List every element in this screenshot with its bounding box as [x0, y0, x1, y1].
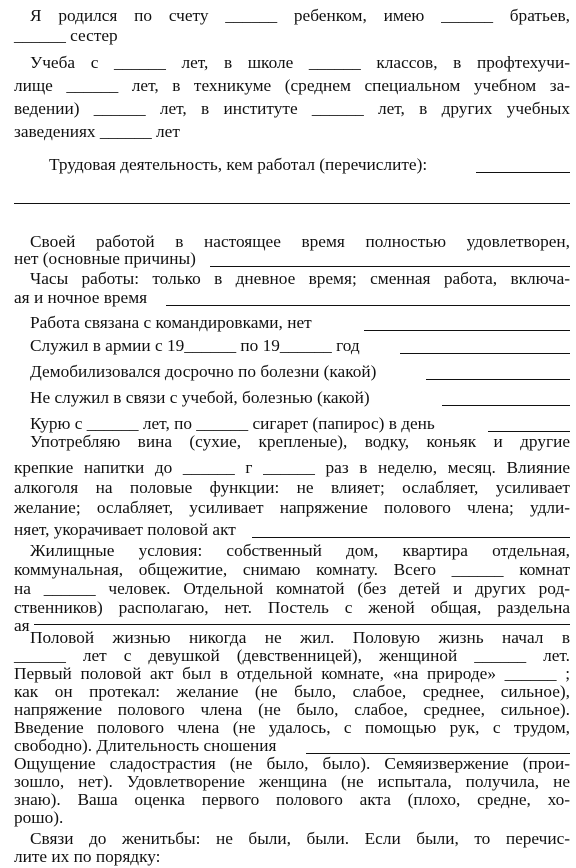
text-line: Учеба с ______ лет, в школе ______ классов, в профтехучи- — [30, 53, 570, 72]
text-line: ______ сестер — [14, 26, 118, 45]
text-line: Работа связана с командировками, нет — [30, 313, 312, 332]
text-line: заведениях ______ лет — [14, 122, 180, 141]
text-line: напряжение полового члена (не было, слабое, среднее, сильное). — [14, 700, 570, 719]
text-line: Первый половой акт был в отдельной комнате, «на природе» ______ ; — [14, 664, 570, 683]
text-line: Курю с ______ лет, по ______ сигарет (папирос) в день — [30, 414, 435, 433]
answer-line[interactable] — [400, 353, 570, 354]
text-line: ственников) располагаю, нет. Постель с женой общая, раздельна — [14, 598, 570, 617]
text-line: свободно). Длительность сношения — [14, 736, 277, 755]
text-line: ведении) ______ лет, в институте ______ лет, в других учебных — [14, 99, 570, 118]
text-line: няет, укорачивает половой акт — [14, 520, 236, 539]
text-line: Часы работы: только в дневное время; сменная работа, включа- — [30, 269, 570, 288]
answer-line[interactable] — [426, 379, 570, 380]
answer-line[interactable] — [442, 405, 570, 406]
text-line: Половой жизнью никогда не жил. Половую жизнь начал в — [30, 628, 570, 647]
text-line: Своей работой в настоящее время полностью удовлетворен, — [30, 232, 570, 251]
text-line: Демобилизовался досрочно по болезни (какой) — [30, 362, 377, 381]
text-line: Связи до женитьбы: не были, были. Если были, то перечис- — [30, 829, 570, 848]
answer-line[interactable] — [210, 266, 570, 267]
text-line: Я родился по счету ______ ребенком, имею ______ братьев, — [30, 6, 570, 25]
answer-line[interactable] — [166, 305, 570, 306]
text-line: как он протекал: желание (не было, слабое, среднее, сильное), — [14, 682, 570, 701]
text-line: Ощущение сладострастия (не было, было). Семяизвержение (прои- — [14, 754, 570, 773]
text-line: на ______ человек. Отдельной комнатой (без детей и других род- — [14, 579, 570, 598]
text-line: Жилищные условия: собственный дом, квартира отдельная, — [30, 541, 570, 560]
text-line: лите их по порядку: — [14, 847, 161, 866]
answer-line[interactable] — [252, 537, 570, 538]
text-line: ______ лет с девушкой (девственницей), женщиной ______ лет. — [14, 646, 570, 665]
text-line: Трудовая деятельность, кем работал (перечислите): — [49, 155, 428, 174]
answer-line[interactable] — [364, 330, 570, 331]
text-line: желание; ослабляет, усиливает напряжение полового члена; удли- — [14, 498, 570, 517]
text-line: коммунальная, общежитие, снимаю комнату. Всего ______ комнат — [14, 560, 570, 579]
answer-line[interactable] — [476, 172, 570, 173]
text-line: рошо). — [14, 808, 64, 827]
text-line: Употребляю вина (сухие, крепленые), водку, коньяк и другие — [30, 432, 570, 451]
text-line: Служил в армии с 19______ по 19______ год — [30, 336, 360, 355]
text-line: нет (основные причины) — [14, 249, 196, 268]
text-line: алкоголя на половые функции: не влияет; ослабляет, усиливает — [14, 478, 570, 497]
text-line: знаю). Ваша оценка первого полового акта (плохо, средне, хо- — [14, 790, 570, 809]
text-line: ая и ночное время — [14, 288, 148, 307]
answer-line[interactable] — [14, 203, 570, 204]
text-line: зошло, нет). Удовлетворение женщина (не испытала, получила, не — [14, 772, 570, 791]
text-line: лище ______ лет, в техникуме (среднем специальном учебном за- — [14, 76, 570, 95]
text-line: крепкие напитки до ______ г ______ раз в неделю, месяц. Влияние — [14, 458, 570, 477]
text-line: ая — [14, 616, 30, 635]
text-line: Введение полового члена (не удалось, с помощью рук, с трудом, — [14, 718, 570, 737]
answer-line[interactable] — [34, 624, 570, 625]
text-line: Не служил в связи с учебой, болезнью (какой) — [30, 388, 370, 407]
